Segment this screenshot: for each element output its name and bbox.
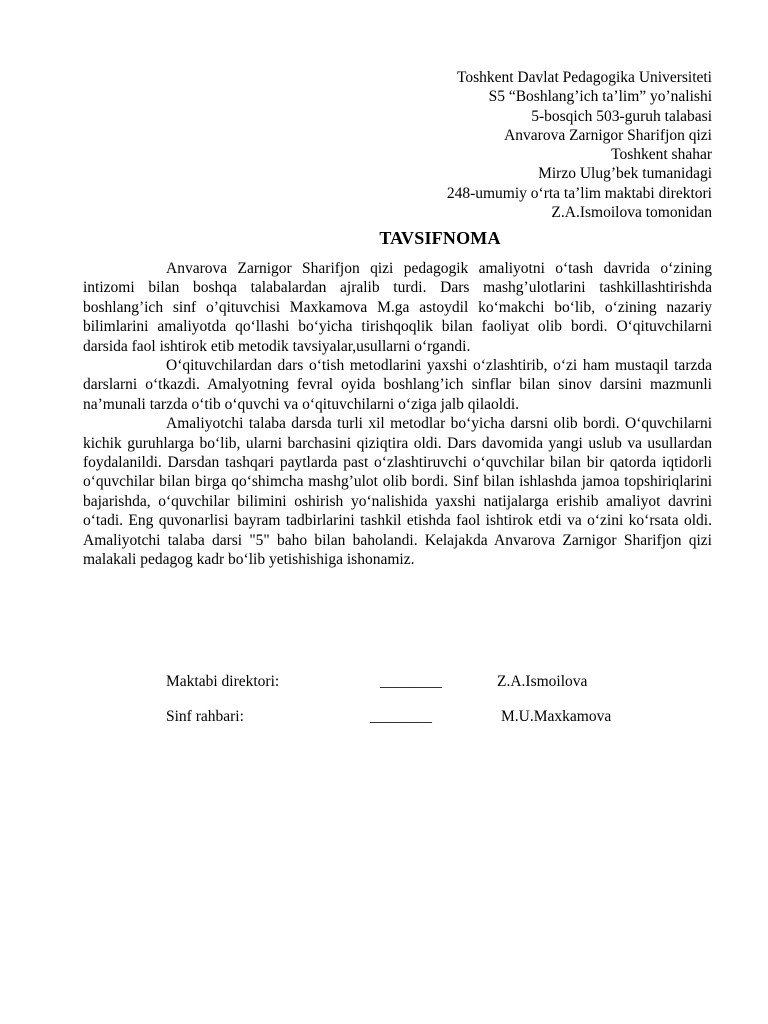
signature-line: ________: [370, 708, 432, 725]
header-line: Mirzo Ulug’bek tumanidagi: [538, 165, 712, 183]
header-line: S5 “Boshlang’ich ta’lim” yo’nalishi: [488, 88, 712, 106]
header-line: Toshkent shahar: [611, 146, 712, 164]
signature-label: Sinf rahbari:: [166, 708, 244, 725]
header-line: Z.A.Ismoilova tomonidan: [551, 204, 712, 222]
body-paragraph: Amaliyotchi talaba darsda turli xil metodlar bo‘yicha darsni olib bordi. O‘quvchilarni kichik guruhlarga bo‘lib, ularni barchasini qiziqtira oldi. Dars davomida yangi uslub va usullardan foydalanildi. Darsdan tashqari paytlarda past o‘zlashtiruvchi o‘quvchilar bilan bir qatorda iqtidorli o‘quvchilar bilan birga qo‘shimcha mashg’ulot olib bordi. Sinf bilan ishlashda jamoa topshiriqlarini bajarishda, o‘quvchilar bilimini oshirish yo‘nalishida yaxshi natijalarga erishib amaliyot davrini o‘tadi. Eng quvonarlisi bayram tadbirlarini tashkil etishda faol ishtirok etdi va o‘zini ko‘rsata oldi. Amaliyotchi talaba darsi "5" baho bilan baholandi. Kelajakda Anvarova Zarnigor Sharifjon qizi malakali pedagog kadr bo‘lib yetishishiga ishonamiz.: [83, 415, 712, 569]
addressee-block: [252, 68, 712, 222]
signature-name: Z.A.Ismoilova: [497, 673, 588, 690]
signature-line: ________: [380, 673, 442, 690]
header-line: Anvarova Zarnigor Sharifjon qizi: [504, 126, 712, 144]
header-line: Toshkent Davlat Pedagogika Universiteti: [456, 69, 712, 86]
body-paragraph: Anvarova Zarnigor Sharifjon qizi pedagogik amaliyotni o‘tash davrida o‘zining intizomi bilan boshqa talabalardan ajralib turdi. Dars mashg’ulotlarini tashkillashtirishda boshlang’ich sinf o’qituvchisi Maxkamova M.ga astoydil ko‘makchi bo‘lib, o‘zining nazariy bilimlarini amaliyotda qo‘llashi bo‘yicha tirishqoqlik bilan faoliyat olib bordi. O‘qituvchilarni darsida faol ishtirok etib metodik tavsiyalar,usullarni o‘rgandi.: [83, 260, 712, 355]
body-paragraph: O‘qituvchilardan dars o‘tish metodlarini yaxshi o‘zlashtirib, o‘zi ham mustaqil tarzda darslarni o‘tkazdi. Amalyotning fevral oyida boshlang’ich sinflar bilan sinov darsini mazmunli na’munali tarzda o‘tib o‘quvchi va o‘qituvchilarni o‘ziga jalb qilaoldi.: [83, 357, 712, 413]
signature-label: Maktabi direktori:: [166, 673, 280, 690]
header-line: 248-umumiy o‘rta ta’lim maktabi direktori: [446, 184, 712, 202]
signature-name: M.U.Maxkamova: [501, 708, 612, 725]
document-title: TAVSIFNOMA: [379, 228, 501, 248]
header-line: 5-bosqich 503-guruh talabasi: [531, 107, 712, 125]
document-body: [83, 259, 712, 570]
